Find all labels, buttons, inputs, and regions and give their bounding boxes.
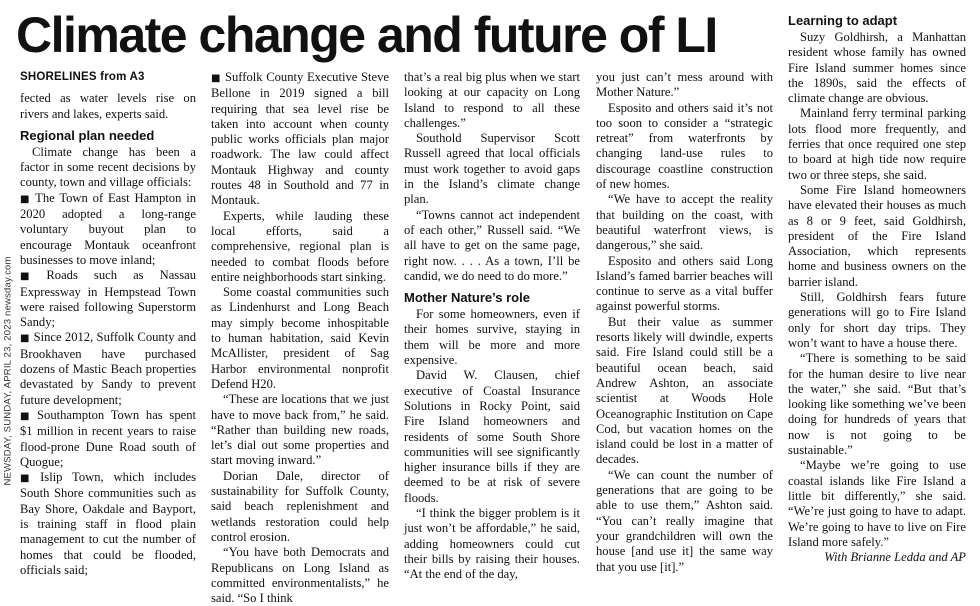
column-3 bbox=[404, 70, 580, 583]
paragraph: “Towns cannot act independent of each other,” Russell said. “We all have to get on the same page, right now. . . . As a town, I’ll be candid, we do need to do more.” bbox=[404, 207, 580, 283]
jump-section: SHORELINES bbox=[20, 71, 97, 83]
jump-from: from A3 bbox=[100, 71, 145, 83]
paragraph: David W. Clausen, chief executive of Coastal Insurance Solutions in Rocky Point, said Fire Island homeowners and residents of some South Shore communities will see significantly higher insurance bills if they are deemed to be at risk of severe floods. bbox=[404, 368, 580, 505]
paragraph: “I think the bigger problem is it just won’t be affordable,” he said, adding homeowners could cut their bills by raising their houses. “At the end of the day, bbox=[404, 506, 580, 582]
bullet-square-icon: ■ bbox=[20, 333, 30, 345]
paragraph: Southold Supervisor Scott Russell agreed that local officials must work together to avoid gaps in the Island’s climate change plan. bbox=[404, 131, 580, 207]
paragraph: Climate change has been a factor in some recent decisions by county, town and village officials: bbox=[20, 144, 196, 190]
paragraph: Esposito and others said it’s not too soon to consider a “strategic retreat” from waterfronts by changing land-use rules to discourage coastline construction of new homes. bbox=[596, 100, 773, 192]
bullet-item: ■ Roads such as Nassau Expressway in Hempstead Town were raised following Superstorm Sandy; bbox=[20, 268, 196, 330]
jump-label bbox=[20, 70, 196, 85]
paragraph: Dorian Dale, director of sustainability for Suffolk County, said beach replenishment and wetlands restoration could help control erosion. bbox=[211, 468, 389, 544]
bullet-item: ■ Islip Town, which includes South Shore communities such as Bay Shore, Oakdale and Bayport, is training staff in flood plain management to cut the number of homes that could be flooded, officials said; bbox=[20, 470, 196, 577]
subhead-mother-nature: Mother Nature’s role bbox=[404, 290, 530, 306]
paragraph: Esposito and others said Long Island’s famed barrier beaches will continue to serve as a vital buffer against powerful storms. bbox=[596, 253, 773, 314]
contributor-credit: With Brianne Ledda and AP bbox=[824, 550, 966, 565]
paragraph: “These are locations that we just have to move back from,” he said. “Rather than building new roads, let’s dial out some properties and start moving inward.” bbox=[211, 392, 389, 468]
paragraph: you just can’t mess around with Mother Nature.” bbox=[596, 70, 773, 100]
bullet-square-icon: ■ bbox=[211, 73, 221, 84]
bullet-item: ■ Since 2012, Suffolk County and Brookhaven have purchased dozens of Mastic Beach properties devastated by Sandy to prevent future development; bbox=[20, 330, 197, 407]
column-4 bbox=[596, 70, 773, 575]
bullet-item: ■ Southampton Town has spent $1 million in recent years to raise flood-prone Dune Road south of Quogue; bbox=[20, 407, 197, 469]
bullet-square-icon: ■ bbox=[20, 193, 32, 205]
headline: Climate change and future of LI bbox=[16, 7, 717, 63]
column-2 bbox=[211, 70, 389, 606]
paragraph: that’s a real big plus when we start looking at our capacity on Long Island to respond to all these challenges.” bbox=[404, 70, 580, 130]
paragraph: Some Fire Island homeowners have elevated their houses as much as 8 or 9 feet, said Goldhirsh, president of the Fire Island Association, which represents home and business owners on the barrier island. bbox=[788, 182, 966, 289]
paragraph: Some coastal communities such as Lindenhurst and Long Beach may simply become inhospitable to human habitation, said Kevin McAllister, president of Sag Harbor environmental nonprofit Defend H20. bbox=[211, 285, 389, 391]
bullet-square-icon: ■ bbox=[20, 271, 43, 283]
subhead-learning-to-adapt: Learning to adapt bbox=[788, 13, 898, 28]
paragraph: “We can count the number of generations that are going to be able to use them,” Ashton said. “You can’t really imagine that your grandchildren will own the house [and use it] the same way that you use [it].” bbox=[596, 467, 773, 574]
column-1 bbox=[20, 70, 196, 578]
paragraph: fected as water levels rise on rivers and lakes, experts said. bbox=[20, 91, 196, 121]
paragraph: “You have both Democrats and Republicans on Long Island as committed environmentalists,” he said. “So I think bbox=[211, 545, 389, 606]
paragraph: Mainland ferry terminal parking lots flood more frequently, and ferries that once required one step to board at high tide now require two or three steps, she said. bbox=[788, 106, 966, 182]
paragraph: For some homeowners, even if their homes survive, staying in them will be more and more expensive. bbox=[404, 307, 580, 368]
paragraph: Suzy Goldhirsh, a Manhattan resident whose family has owned Fire Island summer homes since the 1890s, said the effects of climate change are obvious. bbox=[788, 30, 966, 106]
paragraph: “Maybe we’re going to use coastal islands like Fire Island a little bit differently,” she said. “We’re just going to have to adapt. We’re going to have to live on Fire Island more safely.” bbox=[788, 458, 966, 549]
bullet-square-icon: ■ bbox=[20, 410, 34, 422]
bullet-item: ■ The Town of East Hampton in 2020 adopted a long-range voluntary buyout plan to encourage Montauk oceanfront businesses to move inland; bbox=[20, 190, 196, 267]
paragraph: Experts, while lauding these local efforts, said a comprehensive, regional plan is needed to combat floods before entire neighborhoods start sinking. bbox=[211, 208, 389, 284]
paragraph: Still, Goldhirsh fears future generations will go to Fire Island only for short day trips. They won’t want to have a house there. bbox=[788, 290, 966, 350]
paragraph: “There is something to be said for the human desire to live near the water,” she said. “But that’s looking like something we’ve been doing for hundreds of years that now is not going to be sustainable.” bbox=[788, 351, 966, 458]
bullet-square-icon: ■ bbox=[20, 473, 37, 485]
subhead-regional-plan: Regional plan needed bbox=[20, 127, 155, 143]
paragraph: “We have to accept the reality that building on the coast, with beautiful waterfront views, is dangerous,” she said. bbox=[596, 192, 773, 253]
column-5 bbox=[788, 13, 966, 565]
paragraph: But their value as summer resorts likely will dwindle, experts said. Fire Island could still be a beautiful ocean beach, said Andrew Ashton, an associate scientist at Woods Hole Oceanographic Institution on Cape Cod, but vacation homes on the island could be lost in a matter of decades. bbox=[596, 314, 773, 467]
bullet-item: ■ Suffolk County Executive Steve Bellone in 2019 signed a bill requiring that sea level rise be taken into account when county public works officials plan major roadwork. The law could affect Montauk Highway and county routes 48 in Southold and 77 in Montauk. bbox=[211, 70, 389, 208]
side-dateline: NEWSDAY, SUNDAY, APRIL 23, 2023 newsday.com bbox=[2, 256, 14, 486]
